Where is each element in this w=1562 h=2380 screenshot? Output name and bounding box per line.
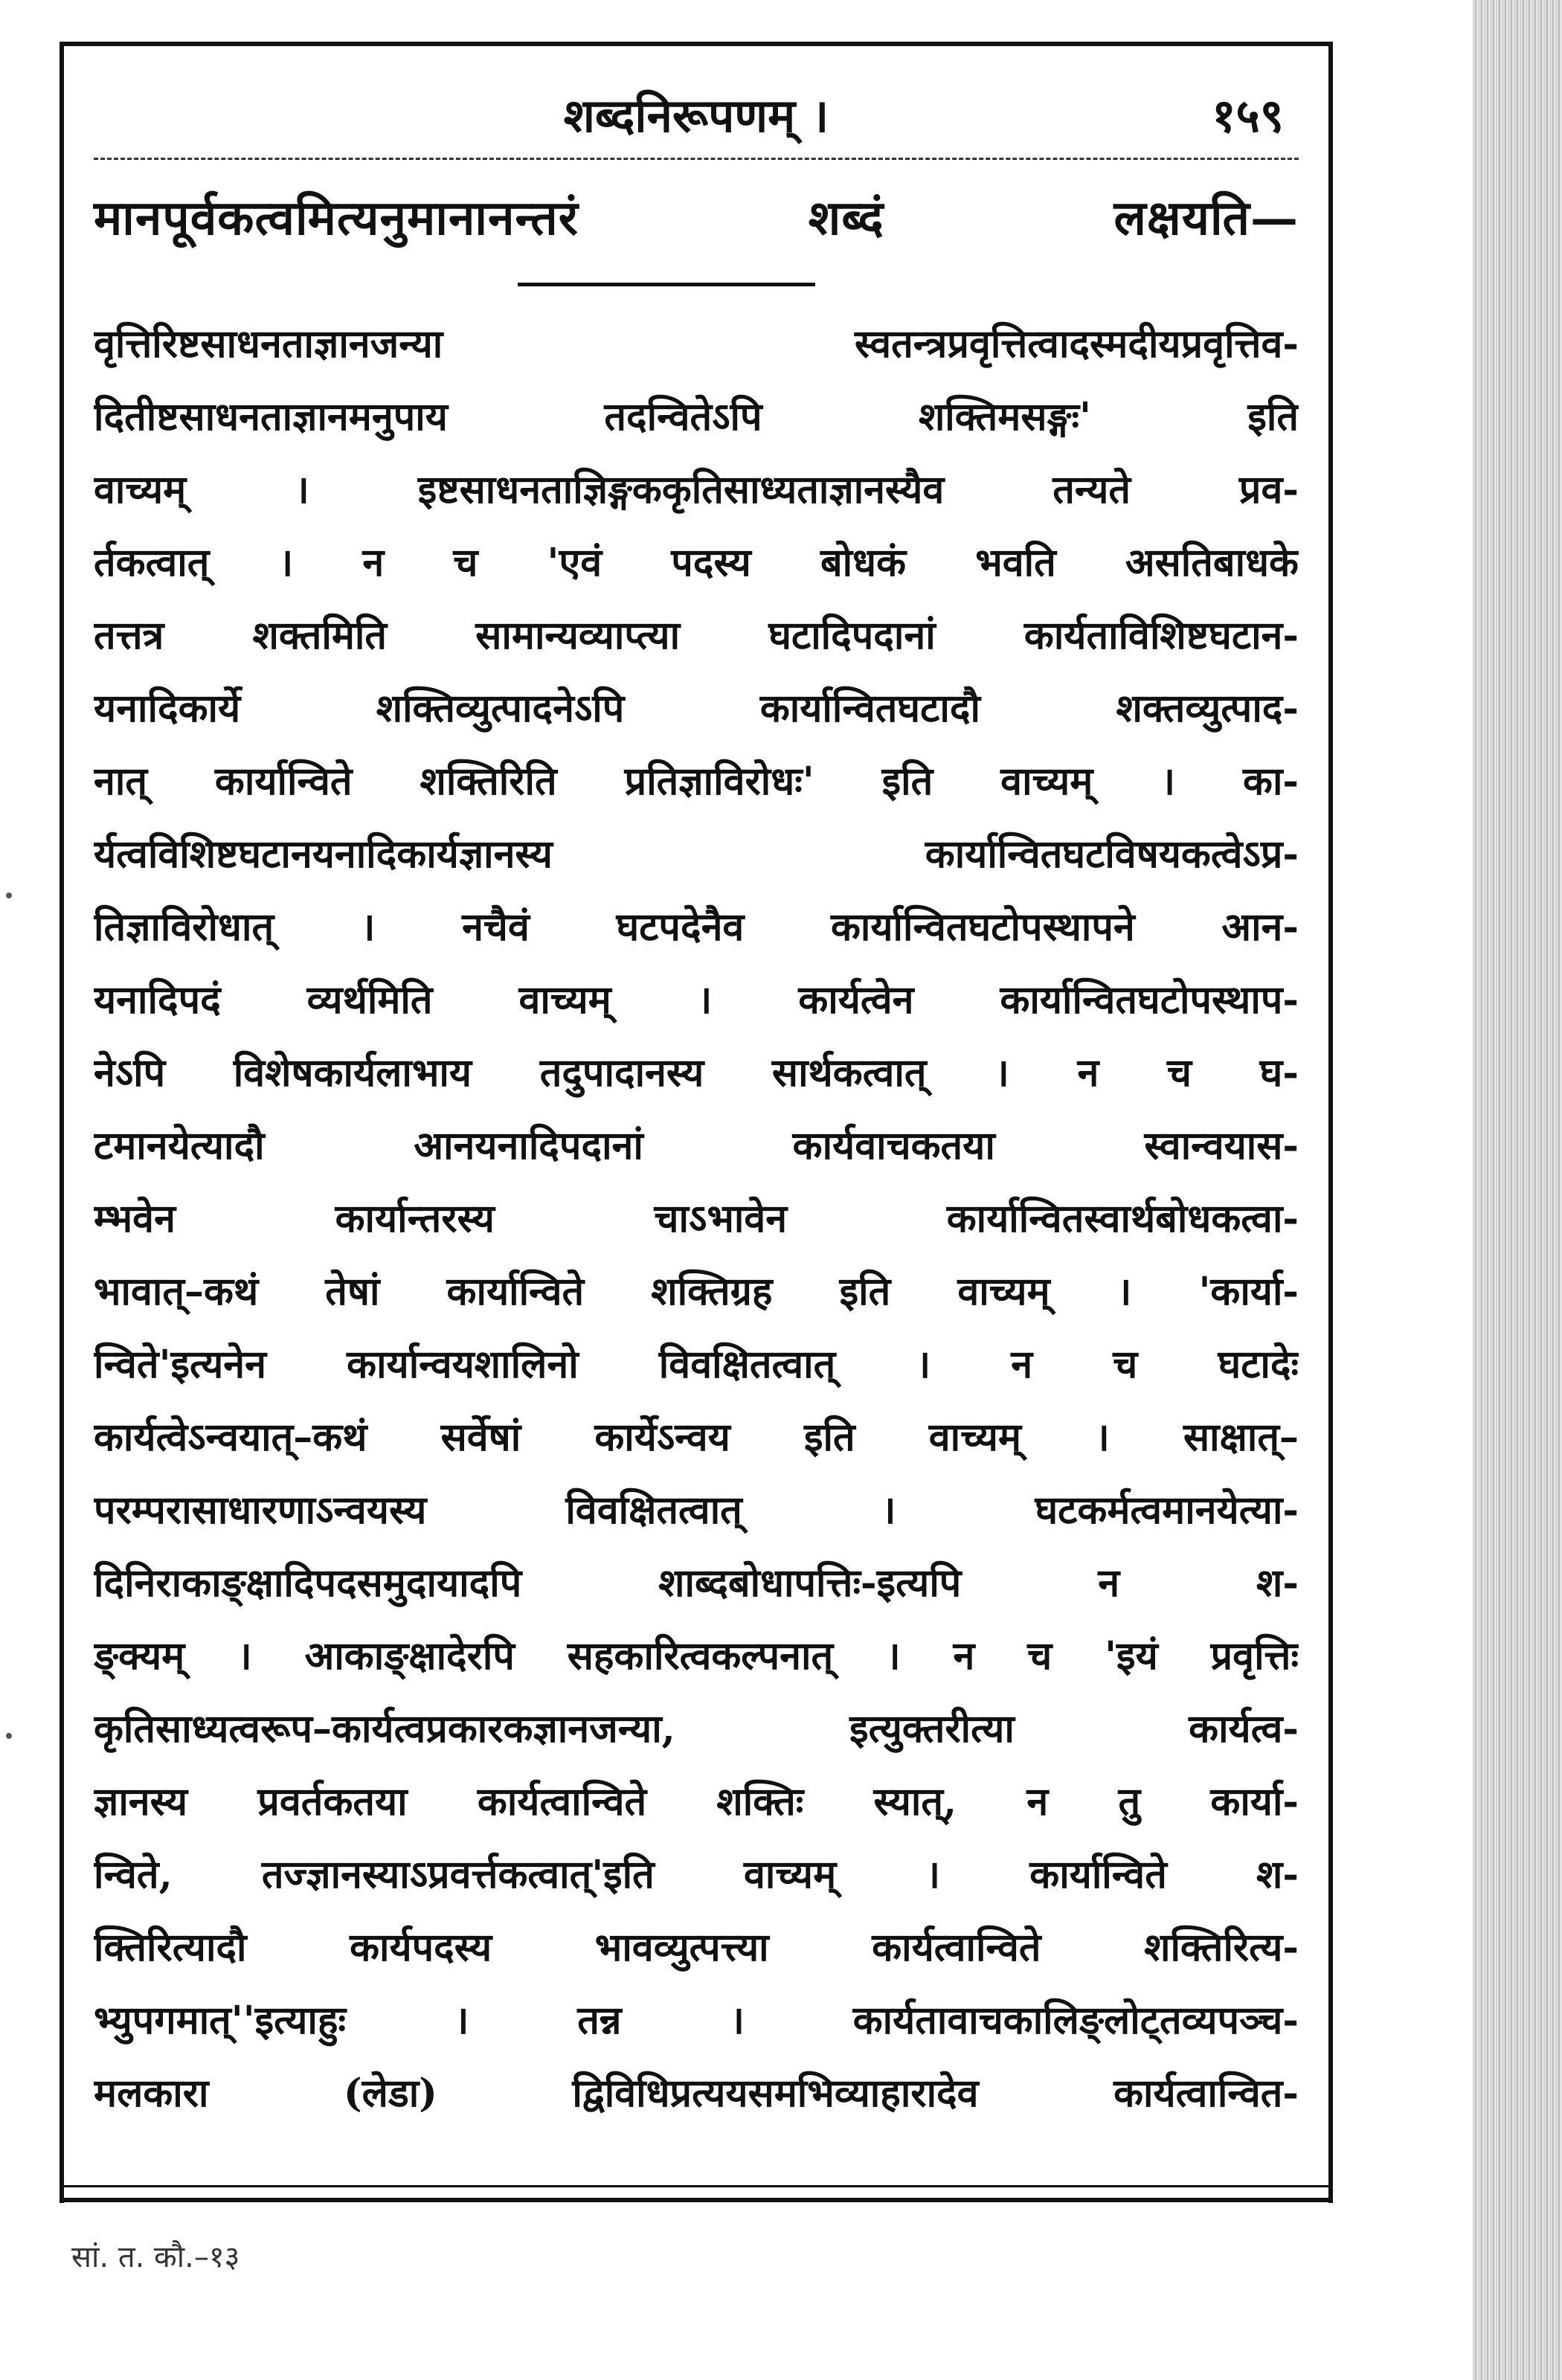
body-text xyxy=(94,308,1299,2130)
text-line: दितीष्टसाधनताज्ञानमनुपाय तदन्वितेऽपि शक्तिमसङ्गः' इति xyxy=(94,394,1299,440)
scan-speck xyxy=(6,892,12,898)
section-intro: मानपूर्वकत्वमित्यनुमानानन्तरं शब्दं लक्षयति— xyxy=(94,190,1299,246)
scan-edge-strip xyxy=(1473,0,1562,2380)
page-header xyxy=(94,68,1299,143)
text-line: तत्तत्र शक्तमिति सामान्यव्याप्त्या घटादिपदानां कार्यताविशिष्टघटान- xyxy=(94,613,1299,658)
text-line: नात् कार्यान्विते शक्तिरिति प्रतिज्ञाविरोधः' इति वाच्यम् । का- xyxy=(94,759,1299,804)
signature-mark: सां. त. कौ.–१३ xyxy=(71,2240,240,2274)
footer-rules xyxy=(64,2185,1333,2202)
text-line: भ्युपगमात्''इत्याहुः । तन्न । कार्यतावाचकालिङ्लोट्तव्यपञ्च- xyxy=(94,1998,1299,2043)
intro-underline xyxy=(518,283,815,286)
text-line: भावात्–कथं तेषां कार्यान्विते शक्तिग्रह इति वाच्यम् । 'कार्या- xyxy=(94,1269,1299,1314)
page-frame xyxy=(60,42,1333,2203)
text-line: न्विते, तज्ज्ञानस्याऽप्रवर्त्तकत्वात्'इति वाच्यम् । कार्यान्विते श- xyxy=(94,1852,1299,1897)
page-number: १५९ xyxy=(1212,89,1284,143)
text-line: न्विते'इत्यनेन कार्यान्वयशालिनो विवक्षितत्वात् । न च घटादेः xyxy=(94,1342,1299,1387)
text-line: वाच्यम् । इष्टसाधनताज्ञिङ्गककृतिसाध्यताज्ञानस्यैव तन्यते प्रव- xyxy=(94,467,1299,512)
text-line: ज्ञानस्य प्रवर्तकतया कार्यत्वान्विते शक्तिः स्यात्, न तु कार्या- xyxy=(94,1779,1299,1824)
text-line: टमानयेत्यादौ आनयनादिपदानां कार्यवाचकतया स्वान्वयास- xyxy=(94,1123,1299,1168)
text-line: दिनिराकाङ्क्षादिपदसमुदायादपि शाब्दबोधापत्तिः-इत्यपि न श- xyxy=(94,1560,1299,1606)
text-line: यनादिकार्ये शक्तिव्युत्पादनेऽपि कार्यान्वितघटादौ शक्तव्युत्पाद- xyxy=(94,686,1299,731)
footer-rule-thick xyxy=(64,2198,1333,2202)
text-line: म्भवेन कार्यान्तरस्य चाऽभावेन कार्यान्वितस्वार्थबोधकत्वा- xyxy=(94,1196,1299,1241)
text-line: ङ्क्यम् । आकाङ्क्षादेरपि सहकारित्वकल्पनात् । न च 'इयं प्रवृत्तिः xyxy=(94,1633,1299,1679)
text-line: कार्यत्वेऽन्वयात्–कथं सर्वेषां कार्येऽन्वय इति वाच्यम् । साक्षात्– xyxy=(94,1415,1299,1460)
scan-speck xyxy=(6,1733,12,1739)
text-line: र्यत्वविशिष्टघटानयनादिकार्यज्ञानस्य कार्यान्वितघटविषयकत्वेऽप्र- xyxy=(94,832,1299,877)
running-title: शब्दनिरूपणम् । xyxy=(563,89,829,143)
header-rule xyxy=(94,158,1299,160)
text-line: वृत्तिरिष्टसाधनताज्ञानजन्या स्वतन्त्रप्रवृत्तित्वादस्मदीयप्रवृत्तिव- xyxy=(94,321,1299,367)
text-line: परम्परासाधारणाऽन्वयस्य विवक्षितत्वात् । घटकर्मत्वमानयेत्या- xyxy=(94,1488,1299,1533)
text-line: क्तिरित्यादौ कार्यपदस्य भावव्युत्पत्त्या कार्यत्वान्विते शक्तिरित्य- xyxy=(94,1925,1299,1970)
text-line: तिज्ञाविरोधात् । नचैवं घटपदेनैव कार्यान्वितघटोपस्थापने आन- xyxy=(94,904,1299,950)
text-line: मलकारा (लेडा) द्विविधिप्रत्ययसमभिव्याहारादेव कार्यत्वान्वित- xyxy=(94,2071,1299,2116)
text-line: कृतिसाध्यत्वरूप–कार्यत्वप्रकारकज्ञानजन्या, इत्युक्तरीत्या कार्यत्व- xyxy=(94,1706,1299,1752)
text-line: र्तकत्वात् । न च 'एवं पदस्य बोधकं भवति असतिबाधके xyxy=(94,540,1299,585)
text-line: नेऽपि विशेषकार्यलाभाय तदुपादानस्य सार्थकत्वात् । न च घ- xyxy=(94,1050,1299,1096)
text-line: यनादिपदं व्यर्थमिति वाच्यम् । कार्यत्वेन कार्यान्वितघटोपस्थाप- xyxy=(94,977,1299,1023)
